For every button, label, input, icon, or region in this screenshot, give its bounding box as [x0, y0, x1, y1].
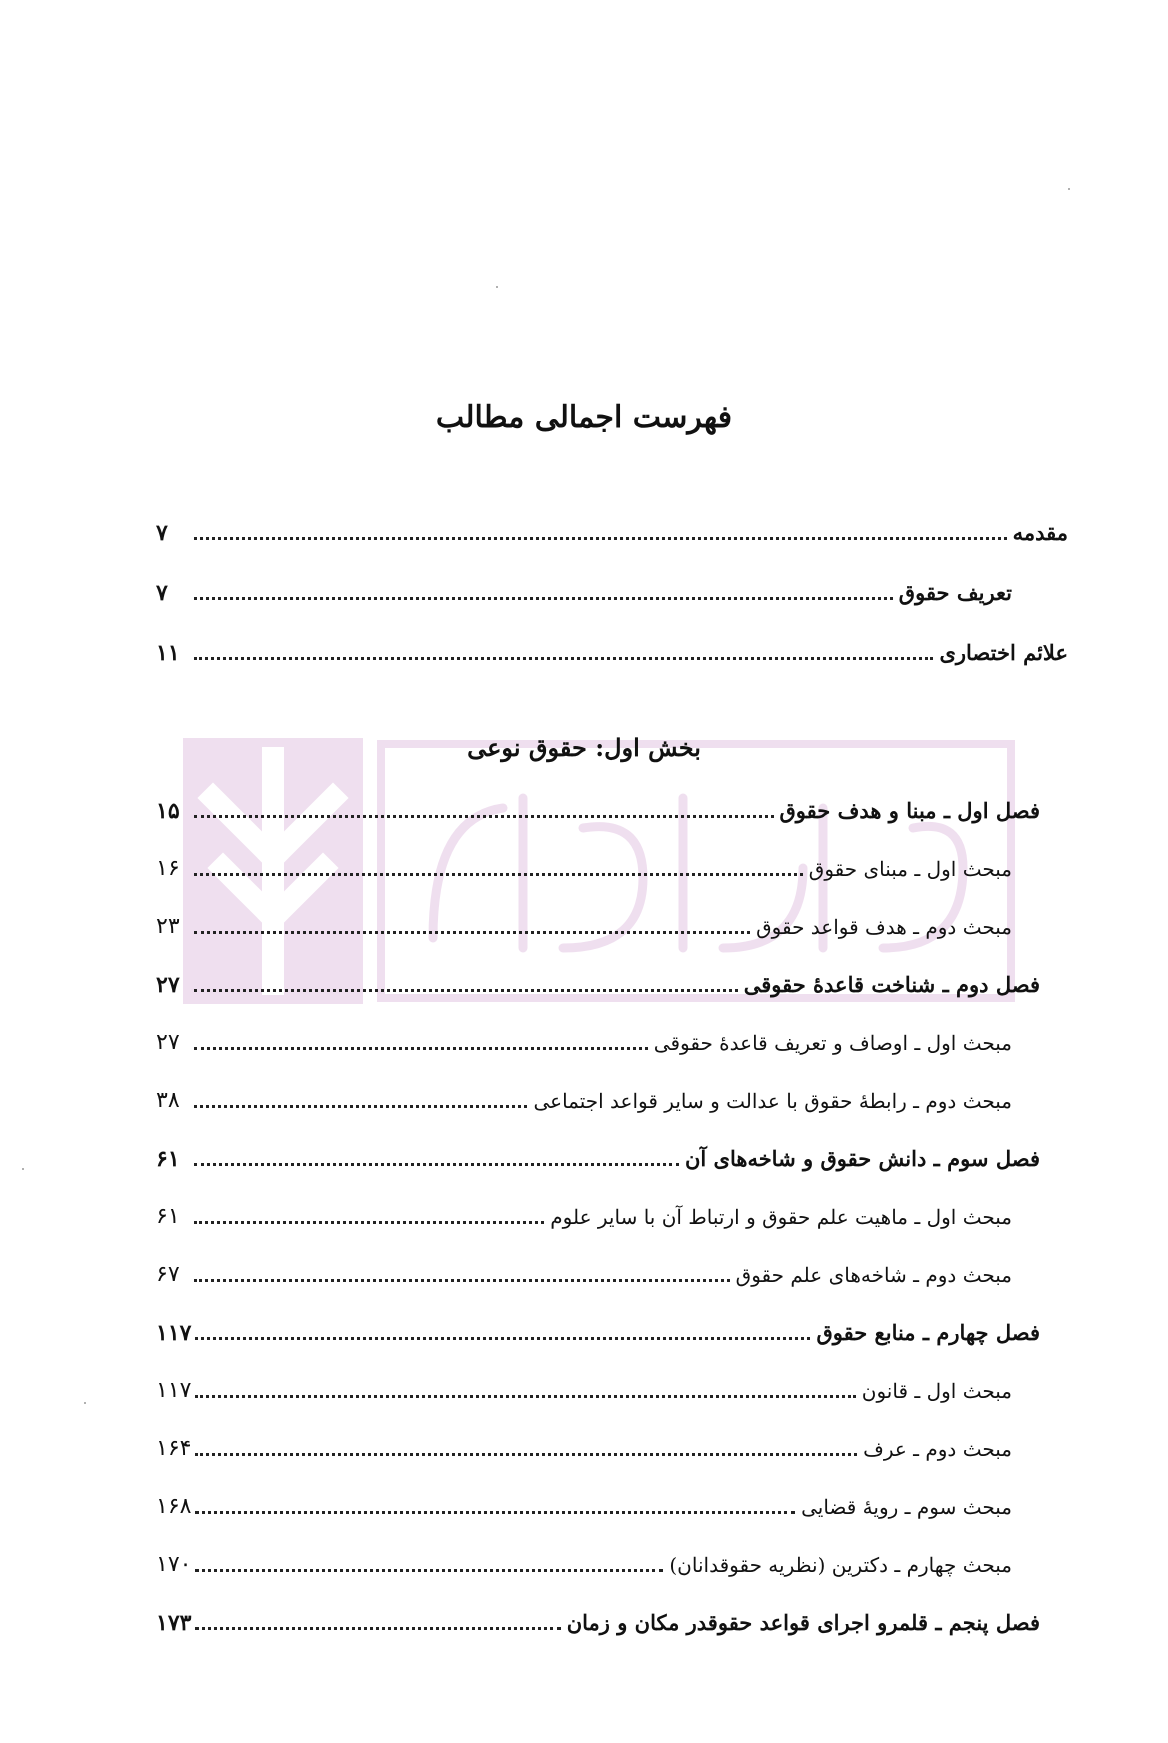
toc-page-number: ۷: [156, 520, 168, 546]
toc-entry-label: فصل پنجم ـ قلمرو اجرای قواعد حقوقدر مکان و زمان: [566, 1610, 1040, 1635]
toc-entry-section[interactable]: [156, 1078, 1012, 1118]
toc-entry-section[interactable]: [156, 1484, 1012, 1524]
toc-entry-front-2[interactable]: [156, 570, 1012, 610]
toc-entry-section[interactable]: [156, 904, 1012, 944]
toc-entry-section[interactable]: [156, 1368, 1012, 1408]
dot-leader: [194, 537, 1007, 540]
print-speck: [22, 1168, 24, 1170]
dot-leader: [194, 1163, 679, 1166]
toc-entry-label: مبحث سوم ـ رویهٔ قضایی: [801, 1495, 1012, 1519]
toc-page-number: ۱۶۸: [156, 1494, 192, 1519]
dot-leader: [195, 1569, 663, 1572]
dot-leader: [195, 1627, 560, 1630]
toc-entry-label: فصل دوم ـ شناخت قاعدهٔ حقوقی: [743, 972, 1040, 997]
toc-entry-label: فصل اول ـ مبنا و هدف حقوق: [779, 798, 1040, 823]
dot-leader: [194, 1279, 730, 1282]
toc-page-number: ۶۱: [156, 1146, 180, 1172]
dot-leader: [195, 1337, 810, 1340]
dot-leader: [194, 1047, 648, 1050]
toc-entry-label: مبحث دوم ـ هدف قواعد حقوق: [756, 915, 1012, 939]
dot-leader: [194, 989, 738, 992]
dot-leader: [194, 1105, 527, 1108]
toc-entry-front-3[interactable]: [156, 630, 1068, 670]
toc-page-number: ۱۶۴: [156, 1436, 192, 1461]
toc-entry-section[interactable]: [156, 1194, 1012, 1234]
toc-page-number: ۲۳: [156, 914, 180, 939]
print-speck: [1068, 188, 1070, 190]
print-speck: [496, 286, 498, 288]
toc-entry-chapter[interactable]: [156, 788, 1040, 828]
dot-leader: [194, 597, 893, 600]
toc-entry-label: فصل چهارم ـ منابع حقوق: [816, 1320, 1040, 1345]
toc-entry-chapter[interactable]: [156, 962, 1040, 1002]
dot-leader: [194, 1221, 544, 1224]
toc-page-number: ۱۱: [156, 640, 180, 666]
toc-entry-front-1[interactable]: [156, 510, 1068, 550]
toc-page-number: ۱۵: [156, 798, 180, 824]
dot-leader: [194, 657, 933, 660]
toc-entry-section[interactable]: [156, 846, 1012, 886]
dot-leader: [195, 1511, 795, 1514]
toc-entry-label: مبحث اول ـ مبنای حقوق: [808, 857, 1012, 881]
dot-leader: [195, 1395, 855, 1398]
toc-entry-section[interactable]: [156, 1542, 1012, 1582]
dot-leader: [195, 1453, 857, 1456]
toc-entry-label: مبحث اول ـ ماهیت علم حقوق و ارتباط آن با سایر علوم: [550, 1205, 1012, 1229]
toc-entry-label: مبحث چهارم ـ دکترین (نظریه حقوقدانان): [669, 1553, 1012, 1577]
page-title: فهرست اجمالی مطالب: [435, 400, 733, 435]
toc-page-number: ۶۷: [156, 1262, 180, 1287]
print-speck: [84, 1402, 86, 1404]
toc-entry-section[interactable]: [156, 1426, 1012, 1466]
toc-entry-chapter[interactable]: [156, 1310, 1040, 1350]
toc-entry-label: مبحث دوم ـ رابطهٔ حقوق با عدالت و سایر قواعد اجتماعی: [533, 1089, 1012, 1113]
toc-entry-label: مقدمه: [1012, 520, 1068, 545]
toc-page-number: ۱۶: [156, 856, 180, 881]
toc-entry-section[interactable]: [156, 1020, 1012, 1060]
toc-entry-chapter[interactable]: [156, 1136, 1040, 1176]
toc-page-number: ۱۷۳: [156, 1610, 192, 1636]
toc-page-number: ۱۷۰: [156, 1552, 192, 1577]
part-heading: بخش اول: حقوق نوعی: [467, 733, 701, 762]
toc-page-number: ۶۱: [156, 1204, 180, 1229]
toc-entry-label: علائم اختصاری: [939, 640, 1068, 665]
toc-entry-label: تعریف حقوق: [898, 580, 1012, 605]
toc-page-number: ۷: [156, 580, 168, 606]
toc-entry-label: مبحث دوم ـ عرف: [863, 1437, 1012, 1461]
toc-page-number: ۱۱۷: [156, 1320, 192, 1346]
toc-entry-label: فصل سوم ـ دانش حقوق و شاخه‌های آن: [684, 1146, 1040, 1171]
toc-page-number: ۲۷: [156, 1030, 180, 1055]
toc-entry-label: مبحث اول ـ قانون: [861, 1379, 1012, 1403]
toc-entry-label: مبحث دوم ـ شاخه‌های علم حقوق: [735, 1263, 1012, 1287]
toc-page-number: ۱۱۷: [156, 1378, 192, 1403]
dot-leader: [194, 931, 750, 934]
toc-entry-section[interactable]: [156, 1252, 1012, 1292]
toc-entry-chapter[interactable]: [156, 1600, 1040, 1640]
dot-leader: [194, 873, 803, 876]
toc-page-number: ۳۸: [156, 1088, 180, 1113]
toc-entry-label: مبحث اول ـ اوصاف و تعریف قاعدهٔ حقوقی: [653, 1031, 1012, 1055]
dot-leader: [194, 815, 774, 818]
toc-page-number: ۲۷: [156, 972, 180, 998]
